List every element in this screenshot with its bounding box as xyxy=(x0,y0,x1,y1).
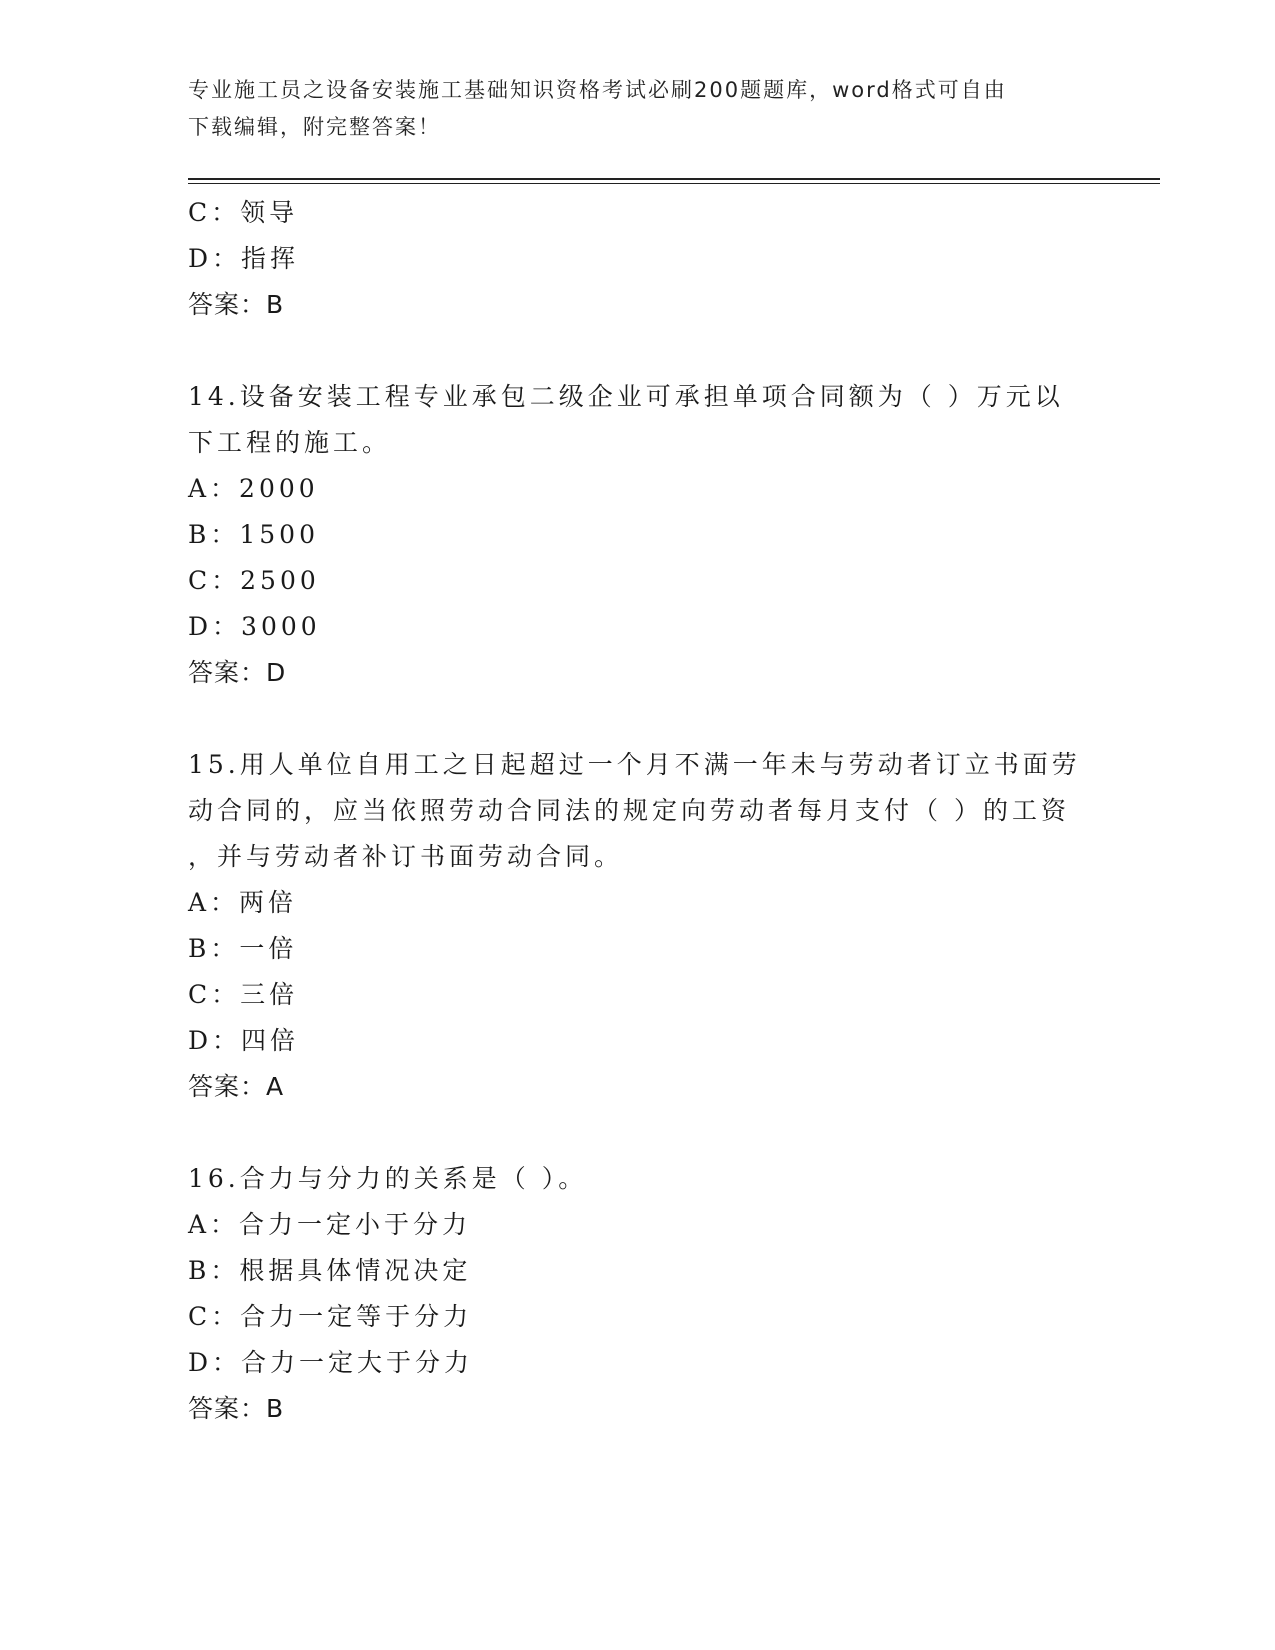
option-c: C：2500 xyxy=(188,566,320,595)
option-d: D：3000 xyxy=(188,612,321,641)
answer-line: 答案：D xyxy=(188,658,287,687)
option-b: B：1500 xyxy=(188,520,319,549)
spacer xyxy=(188,696,1108,742)
question-text: 动合同的，应当依照劳动合同法的规定向劳动者每月支付（ ）的工资 xyxy=(188,796,1070,825)
header-line-1: 专业施工员之设备安装施工基础知识资格考试必刷200题题库，word格式可自由 xyxy=(188,78,1007,102)
option-c: C：三倍 xyxy=(188,980,299,1009)
previous-question-tail xyxy=(188,190,1108,328)
option-c: C：合力一定等于分力 xyxy=(188,1302,473,1331)
question-text: 16.合力与分力的关系是（ ）。 xyxy=(188,1164,588,1193)
question-14 xyxy=(188,374,1108,696)
option-b: B：根据具体情况决定 xyxy=(188,1256,472,1285)
option-d: D：四倍 xyxy=(188,1026,300,1055)
answer-line: 答案：A xyxy=(188,1072,285,1101)
question-text: 15.用人单位自用工之日起超过一个月不满一年未与劳动者订立书面劳 xyxy=(188,750,1081,779)
question-text: 下工程的施工。 xyxy=(188,428,392,457)
option-c: C：领导 xyxy=(188,198,299,227)
answer-line: 答案：B xyxy=(188,290,285,319)
spacer xyxy=(188,328,1108,374)
answer-line: 答案：B xyxy=(188,1394,285,1423)
header-divider xyxy=(188,178,1160,180)
document-header xyxy=(188,72,1088,146)
question-16 xyxy=(188,1156,1108,1432)
option-b: B：一倍 xyxy=(188,934,298,963)
header-divider-thin xyxy=(188,183,1160,184)
option-a: A：合力一定小于分力 xyxy=(188,1210,472,1239)
question-text: ，并与劳动者补订书面劳动合同。 xyxy=(188,842,624,871)
option-d: D：指挥 xyxy=(188,244,300,273)
question-15 xyxy=(188,742,1108,1110)
option-a: A：2000 xyxy=(188,474,319,503)
option-d: D：合力一定大于分力 xyxy=(188,1348,474,1377)
question-text: 14.设备安装工程专业承包二级企业可承担单项合同额为（ ）万元以 xyxy=(188,382,1064,411)
spacer xyxy=(188,1110,1108,1156)
question-content xyxy=(188,190,1108,1432)
header-line-2: 下载编辑，附完整答案！ xyxy=(188,115,441,139)
option-a: A：两倍 xyxy=(188,888,298,917)
